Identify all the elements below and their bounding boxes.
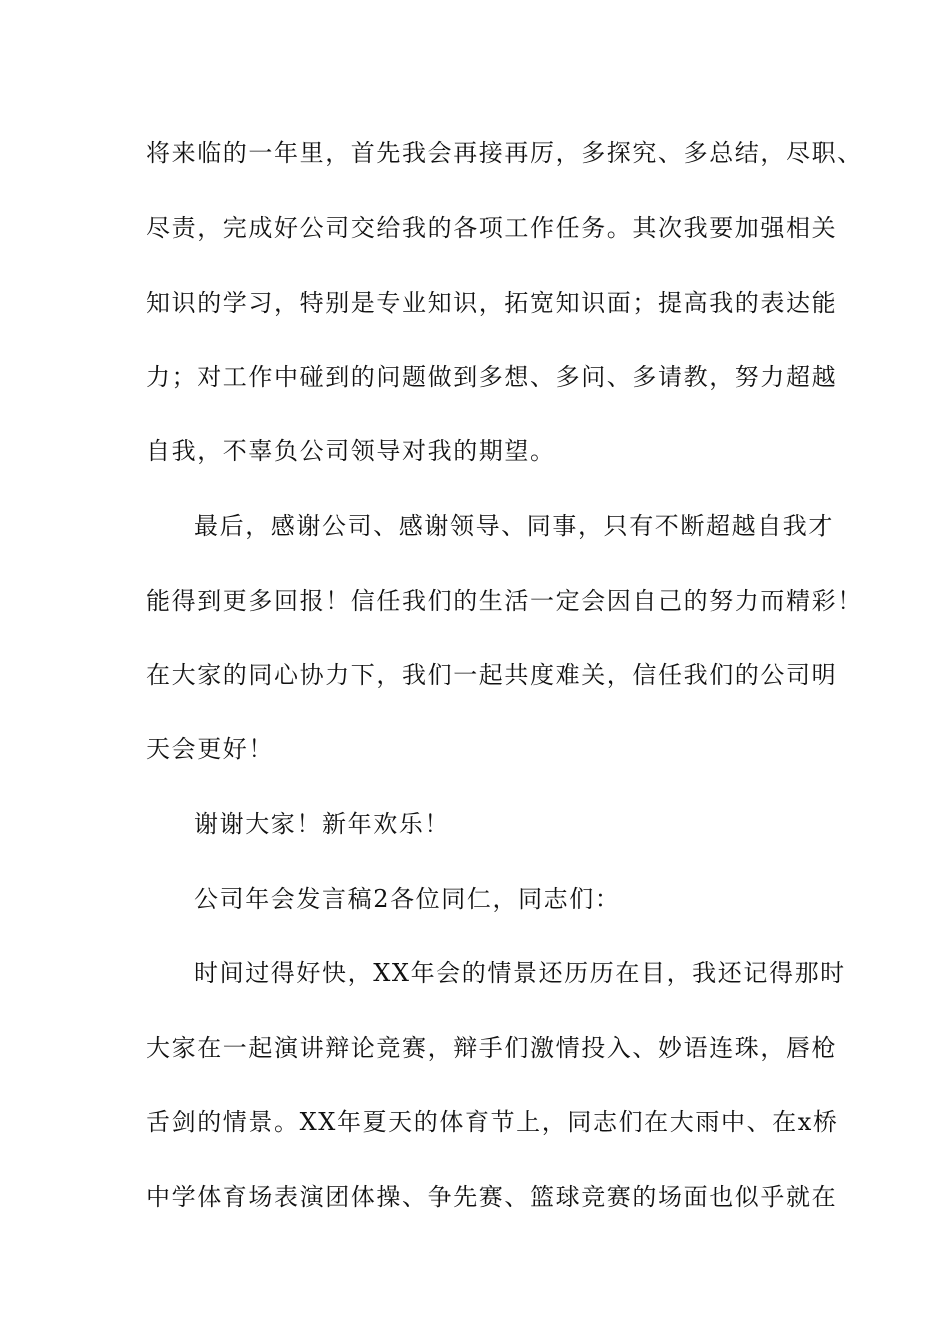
text-line: 自我，不辜负公司领导对我的期望。 xyxy=(146,437,556,465)
text-line: 力；对工作中碰到的问题做到多想、多问、多请教，努力超越 xyxy=(146,363,838,391)
paragraph-first-line: 时间过得好快，XX年会的情景还历历在目，我还记得那时 xyxy=(194,959,846,987)
text-line: 中学体育场表演团体操、争先赛、篮球竞赛的场面也似乎就在 xyxy=(146,1183,838,1211)
text-line: 知识的学习，特别是专业知识，拓宽知识面；提高我的表达能 xyxy=(146,289,838,317)
text-line: 将来临的一年里，首先我会再接再厉，多探究、多总结，尽职、 xyxy=(146,139,863,167)
paragraph-first-line: 公司年会发言稿2各位同仁，同志们： xyxy=(194,885,621,913)
text-line: 舌剑的情景。XX年夏天的体育节上，同志们在大雨中、在x桥 xyxy=(146,1108,839,1136)
text-line: 大家在一起演讲辩论竞赛，辩手们激情投入、妙语连珠，唇枪 xyxy=(146,1034,838,1062)
paragraph-first-line: 谢谢大家！新年欢乐！ xyxy=(194,810,450,838)
text-line: 能得到更多回报！信任我们的生活一定会因自己的努力而精彩！ xyxy=(146,587,863,615)
text-line: 在大家的同心协力下，我们一起共度难关，信任我们的公司明 xyxy=(146,661,838,689)
text-line: 天会更好！ xyxy=(146,735,274,763)
text-line: 尽责，完成好公司交给我的各项工作任务。其次我要加强相关 xyxy=(146,214,838,242)
paragraph-first-line: 最后，感谢公司、感谢领导、同事，只有不断超越自我才 xyxy=(194,512,834,540)
